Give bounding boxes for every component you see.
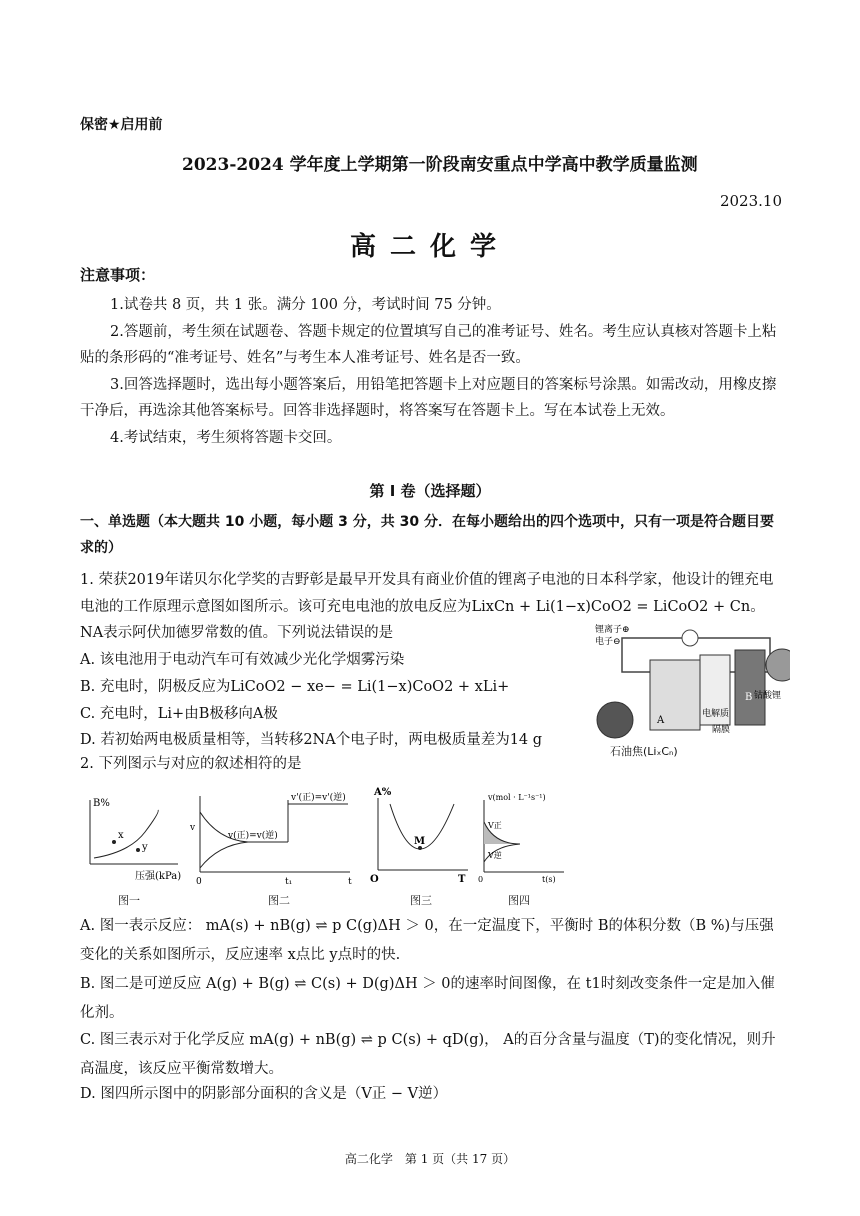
q1-reaction: LixCn + Li(1−x)CoO2 = LiCoO2 + Cn <box>471 598 751 615</box>
fig4-t: t(s) <box>542 875 556 884</box>
fig2-label-2: v'(正)=v'(逆) <box>291 793 346 803</box>
fig2-origin: 0 <box>196 877 202 887</box>
fig3-t: T <box>458 874 466 885</box>
figure-4 <box>474 792 574 888</box>
q2-option-c: C. 图三表示对于化学反应 mA(g) + nB(g) ⇌ p C(s) + qD(g)， A的百分含量与温度（T)的变化情况，则升高温度，该反应平衡常数增大。 <box>80 1032 776 1077</box>
figure-1 <box>80 792 190 892</box>
electrode-a-label: A <box>657 715 665 726</box>
fig3-origin: O <box>370 874 379 885</box>
q1-option-b-text: B. 充电时，阴极反应为 <box>80 679 231 695</box>
fig2-caption: 图二 <box>268 894 290 907</box>
cobalt-label: 钴酸锂 <box>754 691 782 701</box>
fig4-v1: V正 <box>488 821 502 830</box>
fig1-ylabel: B% <box>93 798 110 809</box>
fig3-caption: 图三 <box>410 894 432 907</box>
fig1-point-x: x <box>118 830 124 841</box>
q2-option-b: B. 图二是可逆反应 A(g) + B(g) ⇌ C(s) + D(g)ΔH ＞ 0的速率时间图像，在 t1时刻改变条件一定是加入催化剂。 <box>80 976 775 1021</box>
separator-label: 隔膜 <box>712 725 731 735</box>
electrolyte-label: 电解质 <box>702 709 730 719</box>
fig4-origin: 0 <box>478 875 484 884</box>
q1-option-c: C. 充电时，Li+由B极移向A极 <box>80 706 278 722</box>
fig1-caption: 图一 <box>118 894 140 907</box>
notice-list <box>80 292 782 451</box>
electron-label: 电子⊖ <box>595 637 621 647</box>
fig2-t1: t₁ <box>285 877 293 887</box>
fig1-point-y: y <box>142 842 148 853</box>
exam-date: 2023.10 <box>719 192 782 210</box>
coke-label: 石油焦(LiₓCₙ) <box>610 745 678 758</box>
figure-3 <box>368 784 478 886</box>
q1-option-a: A. 该电池用于电动汽车可有效减少光化学烟雾污染 <box>80 652 405 668</box>
fig4-caption: 图四 <box>508 894 530 907</box>
part-heading: 一、单选题（本大题共 10 小题，每小题 3 分，共 30 分．在每小题给出的四个选项中，只有一项是符合题目要求的） <box>80 514 774 556</box>
q1-option-d: D. 若初始两电极质量相等，当转移2NA个电子时，两电极质量差为14 g <box>80 732 543 748</box>
notice-item: 3.回答选择题时，选出每小题答案后，用铅笔把答题卡上对应题目的答案标号涂黑。如需改动，用橡皮擦干净后，再选涂其他答案标号。回答非选择题时，将答案写在答题卡上。写在本试卷上无效。 <box>80 376 777 419</box>
notice-item: 1.试卷共 8 页，共 1 张。满分 100 分，考试时间 75 分钟。 <box>110 297 501 313</box>
li-ion-label: 锂离子⊕ <box>595 625 630 635</box>
notice-item: 2.答题前，考生须在试题卷、答题卡规定的位置填写自己的准考证号、姓名。考生应认真核对答题卡上粘贴的条形码的“准考证号、姓名”与考生本人准考证号、姓名是否一致。 <box>80 323 777 366</box>
confidential-mark: 保密★启用前 <box>80 117 163 133</box>
notice-item: 4.考试结束，考生须将答题卡交回。 <box>110 429 342 446</box>
q2-option-a: A. 图一表示反应： mA(s) + nB(g) ⇌ p C(g)ΔH ＞ 0，在一定温度下，平衡时 B的体积分数（B %)与压强变化的关系如图所示，反应速率 x点比 y点时的快. <box>80 918 774 963</box>
fig2-label-1: v(正)=v(逆) <box>228 831 278 841</box>
exam-title: 2023-2024 学年度上学期第一阶段南安重点中学高中教学质量监测 <box>182 155 698 175</box>
subject-title: 高二化学 <box>349 232 510 262</box>
notice-heading: 注意事项： <box>80 266 156 284</box>
q1-stem-a: 1. 荣获2019年诺贝尔化学奖的吉野彰是最早开发具有商业价值的锂离子电池的日本科学家，他设计的锂充电电池的工作原理示意图如图所示。该可充电电池的放电反应为 <box>80 572 774 615</box>
fig2-ylabel: v <box>190 823 196 833</box>
battery-diagram <box>590 620 790 740</box>
q1-option-b-eq: LiCoO2 − xe− = Li(1−x)CoO2 + xLi+ <box>230 679 510 695</box>
q2-option-d: D. 图四所示图中的阴影部分面积的含义是（V正 − V逆） <box>80 1086 448 1102</box>
section-heading: 第 I 卷（选择题） <box>369 482 491 500</box>
fig3-point: M <box>414 836 426 847</box>
question-2-stem: 2. 下列图示与对应的叙述相符的是 <box>80 756 302 772</box>
q1-stem-b: 。NA表示阿伏加德罗常数的值。下列说法错误的是 <box>80 598 765 641</box>
page-footer: 高二化学 第 1 页（共 17 页） <box>344 1152 516 1166</box>
fig2-t: t <box>348 877 352 887</box>
fig1-xlabel: 压强(kPa) <box>135 871 182 882</box>
q1-option-b <box>80 675 509 696</box>
electrode-b-label: B <box>745 692 753 703</box>
figure-2 <box>188 790 368 890</box>
fig4-ylabel: v(mol · L⁻¹s⁻¹) <box>488 793 546 802</box>
fig4-v2: V逆 <box>488 851 502 860</box>
fig3-ylabel: A% <box>374 787 392 798</box>
